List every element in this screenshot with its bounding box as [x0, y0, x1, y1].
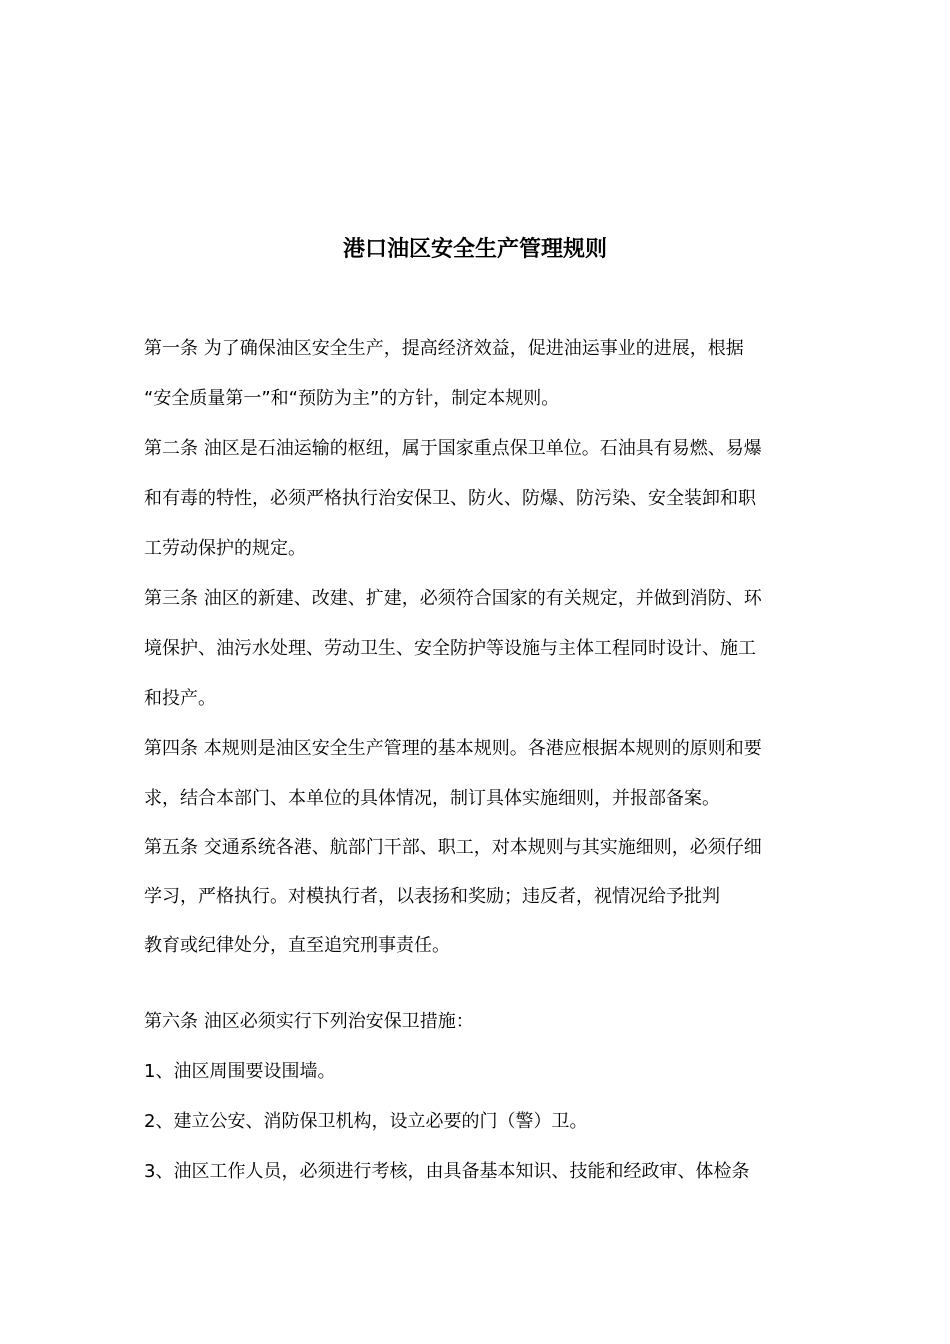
- text-line: 和有毒的特性，必须严格执行治安保卫、防火、防爆、防污染、安全装卸和职: [144, 488, 756, 509]
- text-line: 第二条 油区是石油运输的枢纽，属于国家重点保卫单位。石油具有易燃、易爆: [144, 438, 762, 459]
- text-line: 求，结合本部门、本单位的具体情况，制订具体实施细则，并报部备案。: [144, 788, 720, 809]
- text-line: 工劳动保护的规定。: [144, 538, 306, 559]
- text-line: “安全质量第一”和“预防为主”的方针，制定本规则。: [144, 388, 560, 409]
- text-line: 和投产。: [144, 688, 216, 709]
- text-line: 学习，严格执行。对模执行者，以表扬和奖励；违反者，视情况给予批判: [144, 886, 720, 907]
- text-line: 境保护、油污水处理、劳动卫生、安全防护等设施与主体工程同时设计、施工: [144, 638, 756, 659]
- text-line: 第一条 为了确保油区安全生产，提高经济效益，促进油运事业的进展，根据: [144, 338, 744, 359]
- text-line: 第六条 油区必须实行下列治安保卫措施：: [144, 1011, 474, 1032]
- list-item: 1、油区周围要设围墙。: [144, 1061, 336, 1082]
- list-item: 3、油区工作人员，必须进行考核，由具备基本知识、技能和经政审、体检条: [144, 1161, 750, 1182]
- text-line: 第五条 交通系统各港、航部门干部、职工，对本规则与其实施细则，必须仔细: [144, 837, 762, 858]
- list-item: 2、建立公安、消防保卫机构，设立必要的门（警）卫。: [144, 1111, 588, 1132]
- text-line: 第四条 本规则是油区安全生产管理的基本规则。各港应根据本规则的原则和要: [144, 738, 762, 759]
- text-line: 第三条 油区的新建、改建、扩建，必须符合国家的有关规定，并做到消防、环: [144, 588, 762, 609]
- text-line: 教育或纪律处分，直至追究刑事责任。: [144, 935, 450, 956]
- document-title: 港口油区安全生产管理规则: [342, 237, 607, 262]
